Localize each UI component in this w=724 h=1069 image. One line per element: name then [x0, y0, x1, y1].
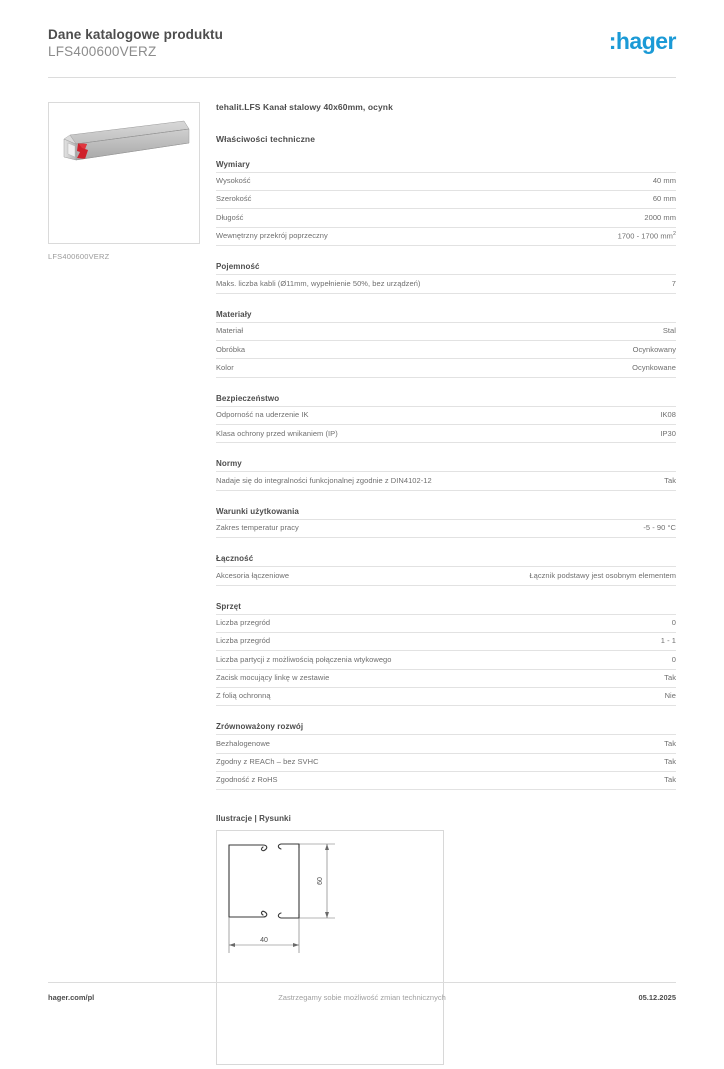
spec-group — [216, 722, 676, 790]
spec-row — [216, 322, 676, 340]
spec-label: Klasa ochrony przed wnikaniem (IP) — [216, 428, 338, 438]
spec-row — [216, 358, 676, 377]
spec-group-title: Warunki użytkowania — [216, 506, 299, 516]
spec-value: 0 — [671, 618, 676, 627]
spec-label: Długość — [216, 212, 244, 222]
cross-section-drawing — [217, 831, 443, 1064]
spec-value: IP30 — [660, 428, 676, 438]
spec-label: Akcesoria łączeniowe — [216, 570, 290, 580]
spec-row — [216, 190, 676, 208]
spec-row — [216, 208, 676, 226]
spec-label: Kolor — [216, 362, 234, 372]
spec-group — [216, 459, 676, 490]
product-description: tehalit.LFS Kanał stalowy 40x60mm, ocynk — [216, 101, 393, 112]
spec-label: Zgodny z REACh – bez SVHC — [216, 757, 319, 767]
dimension-height-label: 60 — [317, 877, 324, 886]
spec-label: Maks. liczba kabli (Ø11mm, wypełnienie 50%, bez urządzeń) — [216, 278, 421, 288]
spec-row — [216, 734, 676, 752]
spec-group — [216, 160, 676, 247]
content-area — [48, 78, 676, 1066]
spec-row — [216, 687, 676, 706]
spec-label: Zgodność z RoHS — [216, 775, 278, 785]
spec-group — [216, 310, 676, 378]
footer-row — [48, 983, 676, 1002]
spec-group-title: Wymiary — [216, 159, 250, 169]
spec-row — [216, 172, 676, 190]
spec-label: Wysokość — [216, 176, 251, 186]
spec-value: 40 mm — [652, 176, 676, 186]
spec-value: 1700 - 1700 $mm^2$ — [617, 231, 676, 241]
spec-label: Zakres temperatur pracy — [216, 523, 299, 533]
footer-date: 05.12.2025 — [638, 993, 676, 1002]
spec-label: Liczba partycji z możliwością połączenia wtykowego — [216, 654, 392, 664]
spec-label: Odporność na uderzenie IK — [216, 410, 309, 420]
spec-group — [216, 262, 676, 293]
spec-row — [216, 406, 676, 424]
spec-group-title: Łączność — [216, 554, 254, 564]
spec-group — [216, 394, 676, 444]
spec-row — [216, 753, 676, 771]
spec-value: Ocynkowany — [632, 344, 676, 354]
spec-value: 60 mm — [652, 194, 676, 204]
spec-row — [216, 519, 676, 538]
spec-value: Łącznik podstawy jest osobnym elementem — [529, 570, 676, 580]
spec-column — [208, 102, 676, 1066]
spec-label: Szerokość — [216, 194, 252, 204]
spec-group-title: Materiały — [216, 309, 252, 319]
drawings-heading: Ilustracje | Rysunki — [216, 814, 291, 824]
dimension-width-label: 40 — [260, 937, 268, 945]
product-column — [48, 102, 208, 1066]
spec-group-title: Pojemność — [216, 262, 260, 272]
spec-group-title: Normy — [216, 459, 242, 469]
spec-value: 7 — [671, 278, 676, 288]
header-titles — [48, 26, 223, 61]
spec-value: Ocynkowane — [632, 362, 676, 372]
logo-wordmark: hager — [615, 28, 676, 54]
spec-label: Zacisk mocujący linkę w zestawie — [216, 673, 330, 683]
spec-value: -5 - 90 °C — [643, 523, 676, 533]
logo-colon-icon: : — [608, 28, 616, 54]
spec-row — [216, 227, 676, 247]
spec-value: Nie — [664, 691, 676, 701]
page-title: Dane katalogowe produktu — [48, 27, 223, 42]
spec-value: Tak — [664, 475, 676, 485]
footer-disclaimer: Zastrzegamy sobie możliwość zmian technicznych — [278, 993, 446, 1002]
spec-row — [216, 614, 676, 632]
spec-groups — [216, 160, 676, 791]
product-reference: LFS400600VERZ — [48, 44, 157, 60]
spec-label: Wewnętrzny przekrój poprzeczny — [216, 231, 328, 241]
product-photo — [56, 113, 192, 233]
footer-website-link[interactable]: hager.com/pl — [48, 993, 95, 1002]
spec-row — [216, 471, 676, 490]
spec-label: Obróbka — [216, 344, 246, 354]
spec-row — [216, 424, 676, 443]
spec-value: Tak — [664, 673, 676, 683]
technical-drawing-box — [216, 830, 444, 1065]
spec-value: Tak — [664, 738, 676, 748]
spec-label: Bezhalogenowe — [216, 738, 271, 748]
spec-label: Liczba przegród — [216, 618, 271, 627]
spec-label: Z folią ochronną — [216, 691, 271, 701]
product-image-box — [48, 102, 200, 244]
spec-group-title: Bezpieczeństwo — [216, 393, 280, 403]
spec-value: IK08 — [660, 410, 676, 420]
hager-logo[interactable] — [609, 26, 676, 53]
spec-row — [216, 274, 676, 293]
technical-properties-heading: Właściwości techniczne — [216, 133, 316, 144]
spec-value: Tak — [664, 757, 676, 767]
spec-group — [216, 554, 676, 585]
spec-label: Liczba przegród — [216, 636, 271, 646]
spec-row — [216, 340, 676, 358]
product-image-caption: LFS400600VERZ — [48, 251, 110, 261]
spec-label: Nadaje się do integralności funkcjonalnej zgodnie z DIN4102-12 — [216, 475, 432, 485]
spec-value: Tak — [664, 775, 676, 785]
spec-value: 0 — [671, 654, 676, 664]
spec-group — [216, 602, 676, 707]
spec-row — [216, 771, 676, 790]
page-header — [48, 0, 676, 61]
spec-value: 1 - 1 — [660, 636, 676, 646]
spec-value: 2000 mm — [644, 212, 676, 222]
page-footer — [48, 982, 676, 1002]
spec-group-title: Zrównoważony rozwój — [216, 722, 304, 732]
spec-row — [216, 566, 676, 585]
spec-value: Stal — [662, 326, 676, 336]
spec-group-title: Sprzęt — [216, 601, 242, 611]
spec-label: Materiał — [216, 326, 244, 336]
spec-group — [216, 507, 676, 538]
spec-row — [216, 669, 676, 687]
spec-row — [216, 650, 676, 668]
spec-row — [216, 632, 676, 650]
